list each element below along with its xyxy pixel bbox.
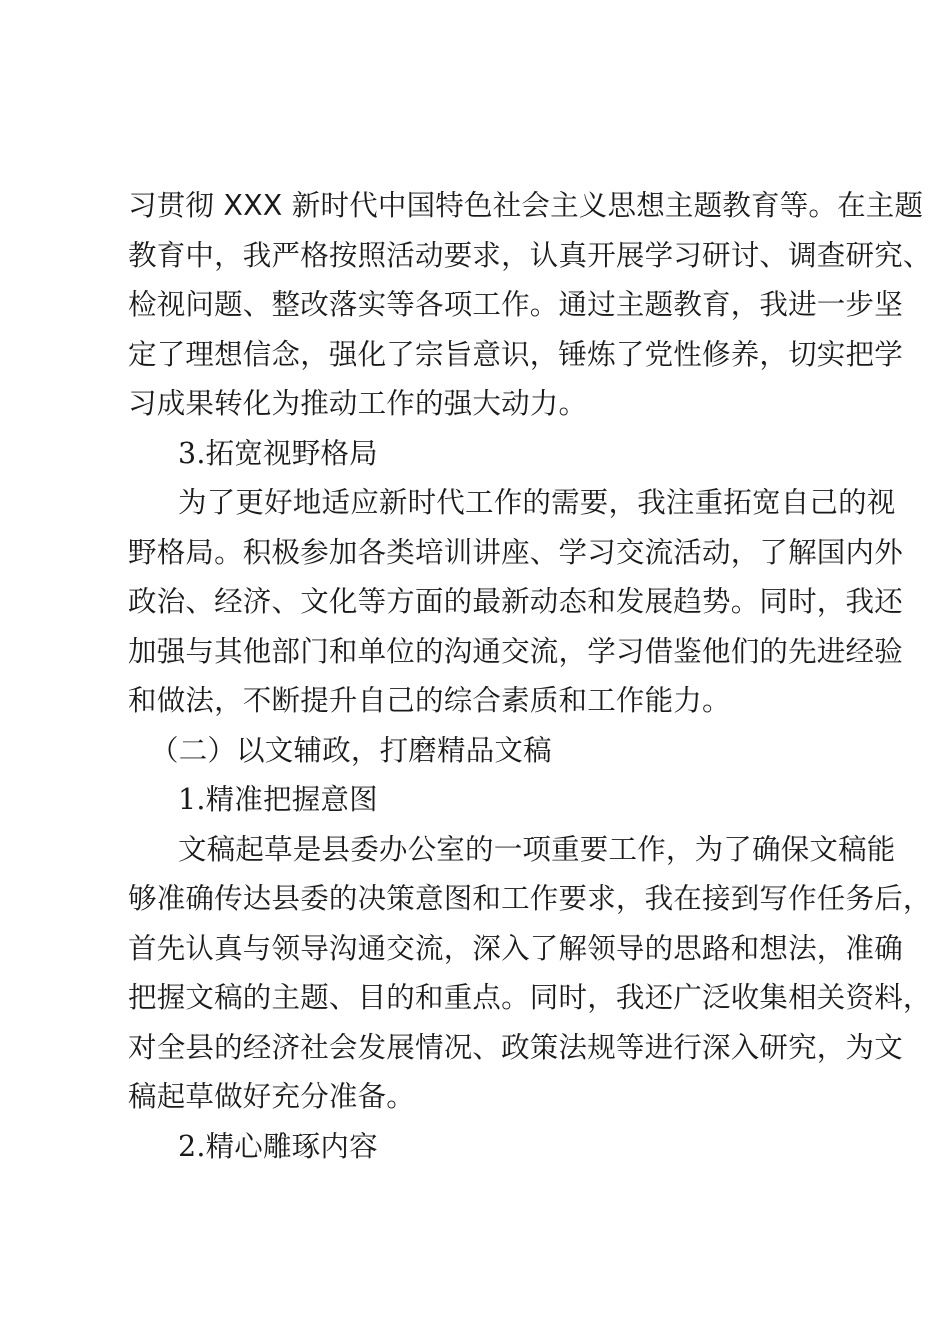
paragraph-line: 加强与其他部门和单位的沟通交流，学习借鉴他们的先进经验 — [128, 635, 903, 668]
paragraph-line: 习贯彻 XXX 新时代中国特色社会主义思想主题教育等。在主题 — [128, 189, 924, 222]
section-heading-2-sub: 2.精心雕琢内容 — [178, 1130, 378, 1163]
paragraph-line: 和做法，不断提升自己的综合素质和工作能力。 — [128, 684, 731, 717]
paragraph-line: 稿起草做好充分准备。 — [128, 1080, 416, 1113]
section-heading-1: 1.精准把握意图 — [178, 783, 378, 816]
paragraph-line: 习成果转化为推动工作的强大动力。 — [128, 387, 588, 420]
paragraph-line: 教育中，我严格按照活动要求，认真开展学习研讨、调查研究、 — [128, 239, 932, 272]
section-heading-2: （二）以文辅政，打磨精品文稿 — [150, 734, 552, 767]
section-heading-3: 3.拓宽视野格局 — [178, 437, 378, 470]
paragraph-line: 定了理想信念，强化了宗旨意识，锤炼了党性修养，切实把学 — [128, 338, 903, 371]
paragraph-line: 够准确传达县委的决策意图和工作要求，我在接到写作任务后， — [128, 882, 932, 915]
paragraph-line: 把握文稿的主题、目的和重点。同时，我还广泛收集相关资料， — [128, 981, 932, 1014]
paragraph-line: 为了更好地适应新时代工作的需要，我注重拓宽自己的视 — [178, 486, 896, 519]
paragraph-line: 检视问题、整改落实等各项工作。通过主题教育，我进一步坚 — [128, 288, 903, 321]
paragraph-line: 首先认真与领导沟通交流，深入了解领导的思路和想法，准确 — [128, 932, 903, 965]
paragraph-line: 政治、经济、文化等方面的最新动态和发展趋势。同时，我还 — [128, 585, 903, 618]
paragraph-line: 野格局。积极参加各类培训讲座、学习交流活动，了解国内外 — [128, 536, 903, 569]
paragraph-line: 对全县的经济社会发展情况、政策法规等进行深入研究，为文 — [128, 1031, 903, 1064]
paragraph-line: 文稿起草是县委办公室的一项重要工作，为了确保文稿能 — [178, 833, 896, 866]
